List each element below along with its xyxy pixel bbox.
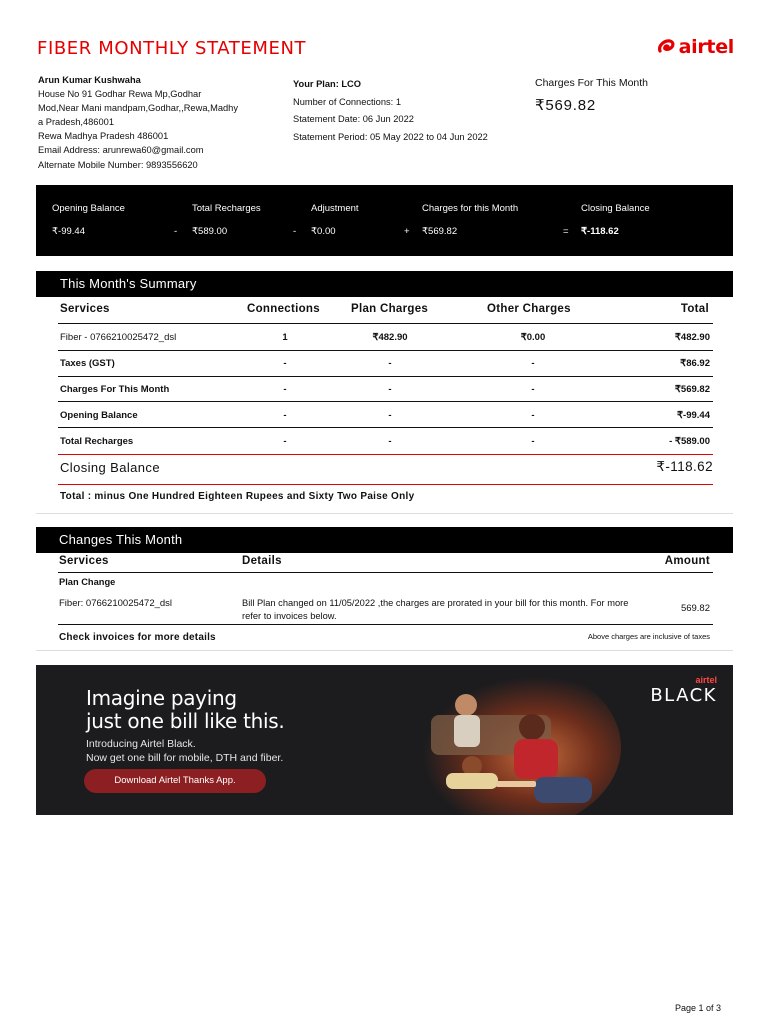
operator-minus: - xyxy=(174,226,178,237)
banner-subtext-line-2: Now get one bill for mobile, DTH and fiber. xyxy=(86,752,284,764)
cell-connections: - xyxy=(283,384,287,395)
cell-other-charges: - xyxy=(531,410,535,421)
col-details: Details xyxy=(242,555,282,567)
connections-count: Number of Connections: 1 xyxy=(293,96,402,107)
operator-minus: - xyxy=(293,226,297,237)
col-plan-charges: Plan Charges xyxy=(351,303,429,315)
service-name: Opening Balance xyxy=(60,410,138,421)
col-other-charges: Other Charges xyxy=(487,303,571,315)
charges-month-value: ₹569.82 xyxy=(422,226,458,237)
airtel-black-logo-small: airtel xyxy=(695,675,717,685)
plan-name: Your Plan: LCO xyxy=(293,79,362,89)
service-name: Total Recharges xyxy=(60,436,134,447)
table-divider xyxy=(58,624,713,625)
airtel-black-logo xyxy=(650,675,717,706)
col-connections: Connections xyxy=(247,303,320,315)
plan-info-block xyxy=(293,76,533,146)
cell-other-charges: - xyxy=(531,384,535,395)
statement-date: Statement Date: 06 Jun 2022 xyxy=(293,114,414,124)
page-number: Page 1 of 3 xyxy=(674,1003,721,1013)
opening-balance-value: ₹-99.44 xyxy=(52,226,85,237)
col-services: Services xyxy=(60,303,110,315)
taxes-inclusive-note: Above charges are inclusive of taxes xyxy=(587,632,710,641)
cell-connections: - xyxy=(283,410,287,421)
airtel-logo xyxy=(656,36,734,58)
promo-banner[interactable] xyxy=(36,665,733,815)
balance-summary-bar xyxy=(36,185,733,256)
table-divider-red xyxy=(58,454,713,455)
adjustment-label: Adjustment xyxy=(311,203,359,214)
banner-subtext xyxy=(86,737,283,765)
cell-plan-charges: - xyxy=(388,358,392,369)
table-divider xyxy=(58,323,713,324)
check-invoices-note: Check invoices for more details xyxy=(59,632,216,643)
col-services: Services xyxy=(59,555,109,567)
airtel-logo-text: airtel xyxy=(678,36,734,58)
cell-total: ₹-99.44 xyxy=(677,410,710,421)
customer-alt-mobile: Alternate Mobile Number: 9893556620 xyxy=(38,159,198,170)
section-divider xyxy=(36,513,733,514)
table-row xyxy=(60,332,176,343)
cell-connections: 1 xyxy=(282,332,288,343)
plan-change-heading: Plan Change xyxy=(59,577,116,587)
charges-this-month-amount: ₹569.82 xyxy=(535,97,597,114)
summary-section-header: This Month's Summary xyxy=(36,271,733,297)
service-detail: - 0766210025472_dsl xyxy=(81,332,177,343)
table-divider xyxy=(58,376,713,377)
banner-headline-line-1: Imagine paying xyxy=(86,686,237,710)
cell-total: ₹86.92 xyxy=(680,358,710,369)
address-line: a Pradesh,486001 xyxy=(38,117,114,128)
charges-this-month-label: Charges For This Month xyxy=(535,77,649,89)
cell-connections: - xyxy=(283,436,287,447)
statement-period: Statement Period: 05 May 2022 to 04 Jun 2022 xyxy=(293,131,488,142)
adjustment-value: ₹0.00 xyxy=(311,226,336,237)
cell-plan-charges: ₹482.90 xyxy=(372,332,408,343)
customer-email: Email Address: arunrewa60@gmail.com xyxy=(38,145,204,156)
customer-name: Arun Kumar Kushwaha xyxy=(38,75,141,85)
table-divider xyxy=(58,572,713,573)
total-in-words: Total : minus One Hundred Eighteen Rupees and Sixty Two Paise Only xyxy=(60,491,415,502)
opening-balance-label: Opening Balance xyxy=(52,203,125,214)
closing-balance-label: Closing Balance xyxy=(60,460,160,475)
operator-plus: + xyxy=(404,226,410,237)
cell-other-charges: - xyxy=(531,436,535,447)
download-app-button[interactable]: Download Airtel Thanks App. xyxy=(84,769,266,793)
closing-balance-value: ₹-118.62 xyxy=(581,226,619,237)
airtel-logo-icon xyxy=(656,37,676,57)
table-divider xyxy=(58,401,713,402)
banner-subtext-line-1: Introducing Airtel Black. xyxy=(86,738,196,750)
cell-other-charges: - xyxy=(531,358,535,369)
closing-balance-label: Closing Balance xyxy=(581,203,650,214)
banner-headline xyxy=(86,687,284,733)
change-service: Fiber: 0766210025472_dsl xyxy=(59,598,173,609)
change-amount: 569.82 xyxy=(680,603,710,614)
cell-plan-charges: - xyxy=(388,436,392,447)
cell-plan-charges: - xyxy=(388,384,392,395)
service-name: Charges For This Month xyxy=(60,384,170,395)
cell-connections: - xyxy=(283,358,287,369)
charges-month-label: Charges for this Month xyxy=(422,203,519,214)
cell-other-charges: ₹0.00 xyxy=(520,332,546,343)
statement-title: FIBER MONTHLY STATEMENT xyxy=(37,38,307,59)
table-divider-red xyxy=(58,484,713,485)
total-recharges-value: ₹589.00 xyxy=(192,226,228,237)
address-line: Rewa Madhya Pradesh 486001 xyxy=(38,131,169,142)
service-name: Fiber xyxy=(60,332,82,343)
closing-balance-value: ₹-118.62 xyxy=(656,459,713,474)
section-divider xyxy=(36,650,733,651)
cell-total: - ₹589.00 xyxy=(669,436,710,447)
col-amount: Amount xyxy=(664,555,710,567)
operator-equals: = xyxy=(563,226,569,237)
customer-address-block xyxy=(38,73,278,172)
changes-section-header: Changes This Month xyxy=(36,527,733,553)
address-line: Mod,Near Mani mandpam,Godhar,,Rewa,Madhy xyxy=(38,103,238,114)
total-recharges-label: Total Recharges xyxy=(192,203,261,214)
cell-total: ₹482.90 xyxy=(674,332,710,343)
change-detail: Bill Plan changed on 11/05/2022 ,the charges are prorated in your bill for this month. For more refer to invoices below. xyxy=(242,598,629,621)
table-divider xyxy=(58,427,713,428)
banner-headline-line-2: just one bill like this. xyxy=(86,709,285,733)
airtel-black-logo-text: BLACK xyxy=(650,685,717,706)
cell-plan-charges: - xyxy=(388,410,392,421)
cell-total: ₹569.82 xyxy=(674,384,710,395)
col-total: Total xyxy=(680,303,709,315)
service-name: Taxes (GST) xyxy=(60,358,115,369)
table-divider xyxy=(58,350,713,351)
address-line: House No 91 Godhar Rewa Mp,Godhar xyxy=(38,89,202,100)
